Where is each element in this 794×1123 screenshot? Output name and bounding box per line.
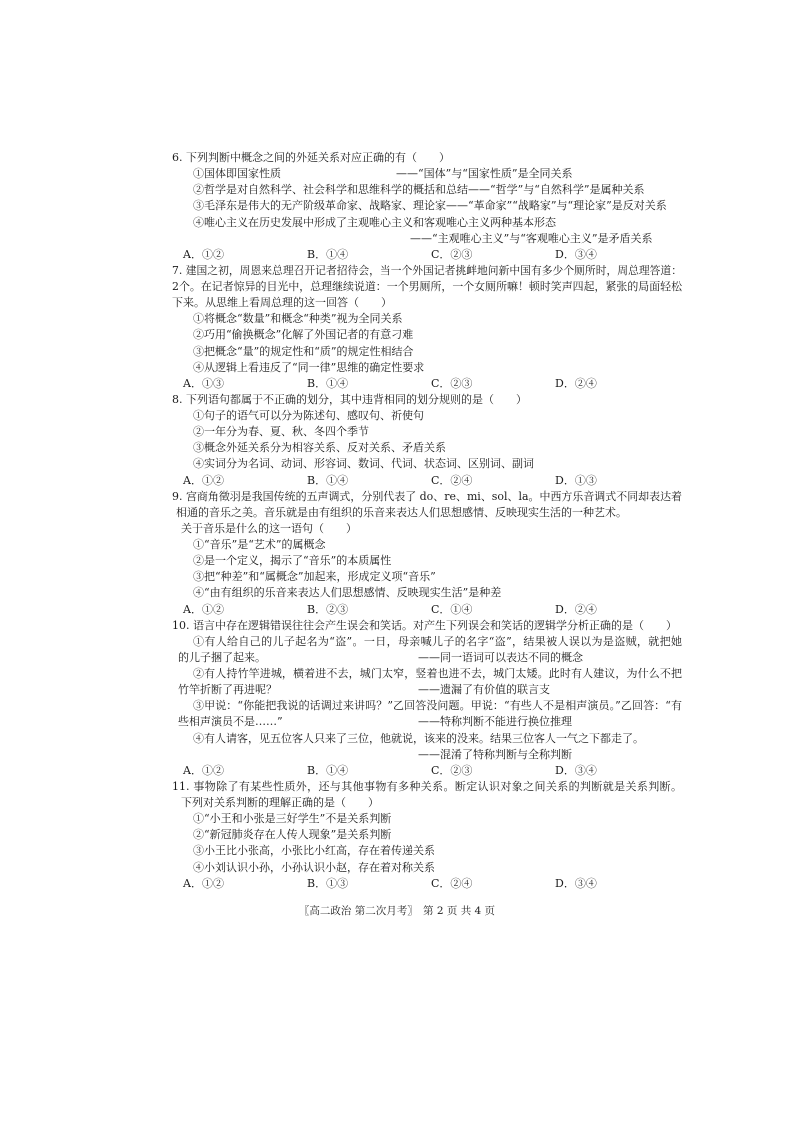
statement-item: ②哲学是对自然科学、社会科学和思维科学的概括和总结——“哲学”与“自然科学”是属种关系 xyxy=(193,183,645,197)
statement-item: ①“小王和小张是三好学生”不是关系判断 xyxy=(193,812,392,826)
question-stem: 6. 下列判断中概念之间的外延关系对应正确的有（ ） xyxy=(172,151,450,164)
statement-item: ①将概念“数量”和概念“种类”视为全同关系 xyxy=(193,312,403,326)
statement-item: ③把“种差”和“属概念”加起来，形成定义项“音乐” xyxy=(193,570,436,584)
question-7 xyxy=(172,263,682,392)
statement-item: ④唯心主义在历史发展中形成了主观唯心主义和客观唯心主义两种基本形态 xyxy=(193,215,556,229)
statement-item: ②“新冠肺炎存在人传人现象”是关系判断 xyxy=(193,828,392,842)
option-d: D．②④ xyxy=(555,376,597,390)
question-11 xyxy=(172,779,682,892)
statement-relation: ——“国体”与“国家性质”是全同关系 xyxy=(396,167,573,181)
question-10 xyxy=(172,618,682,779)
question-stem: 11. 事物除了有某些性质外，还与其他事物有多种关系。断定认识对象之间关系的判断就是关系判断。 xyxy=(172,779,682,793)
question-sub-prompt: 下列对关系判断的理解正确的是（ ） xyxy=(181,796,379,809)
question-stem-line: 9. 宫商角徵羽是我国传统的五声调式，分别代表了 do、re、mi、sol、la。中西方乐音调式不同却表达着 xyxy=(172,489,682,503)
option-d: D．②④ xyxy=(555,602,597,616)
option-a: A．①② xyxy=(183,473,224,487)
option-c: C．②③ xyxy=(431,763,473,777)
statement-continuation xyxy=(172,714,682,730)
answer-options xyxy=(172,473,682,489)
statement-item: ③概念外延关系分为相容关系、反对关系、矛盾关系 xyxy=(193,441,446,455)
statement-item: ④实词分为名词、动词、形容词、数词、代词、状态词、区别词、副词 xyxy=(193,457,534,471)
statement-item: ②有人持竹竿进城，横着进不去，城门太窄，竖着也进不去，城门太矮。此时有人建议，为什么不把 xyxy=(193,667,682,680)
option-a: A．①② xyxy=(183,247,224,261)
answer-options xyxy=(172,376,682,392)
option-b: B．①④ xyxy=(307,473,349,487)
statement-item: ②一年分为春、夏、秋、冬四个季节 xyxy=(193,425,369,439)
statement-relation: ——混淆了特称判断与全称判断 xyxy=(418,747,572,761)
statement-item: ②是一个定义，揭示了“音乐”的本质属性 xyxy=(193,554,392,568)
option-d: D．③④ xyxy=(555,247,597,261)
option-d: D．①③ xyxy=(555,473,597,487)
statement-relation: ——遗漏了有价值的联言支 xyxy=(418,683,550,697)
question-stem-line: 2个。在记者惊异的目光中，总理继续说道：一个男厕所，一个女厕所嘛！顿时笑声四起，紧张的局面轻松 xyxy=(172,280,682,293)
statement-item: ②巧用“偷换概念”化解了外国记者的有意刁难 xyxy=(193,328,414,342)
statement-relation: ——特称判断不能进行换位推理 xyxy=(418,715,572,729)
statement-item: ①句子的语气可以分为陈述句、感叹句、祈使句 xyxy=(193,409,424,422)
question-stem: 8. 下列语句都属于不正确的划分，其中违背相同的划分规则的是（ ） xyxy=(172,392,527,406)
option-a: A．①② xyxy=(183,763,224,777)
statement-item: ①有人给自己的儿子起名为“盗”。一日，母亲喊儿子的名字“盗”，结果被人误以为是盗贼，就把她 xyxy=(193,634,682,648)
statement-item: ④有人请客，见五位客人只来了三位，他就说，该来的没来。结果三位客人一气之下都走了。 xyxy=(193,731,644,745)
statement-item xyxy=(172,166,682,182)
question-sub-prompt: 关于音乐是什么的这一语句（ ） xyxy=(181,521,357,535)
page-footer: 〖高二政治 第二次月考〗 第 2 页 共 4 页 xyxy=(298,905,496,917)
question-8 xyxy=(172,392,682,489)
statement-item: ①“音乐”是“艺术”的属概念 xyxy=(193,538,326,551)
option-b: B．②③ xyxy=(307,602,349,616)
statement-item: ③小王比小张高，小张比小红高，存在着传递关系 xyxy=(193,844,435,858)
answer-options xyxy=(172,763,682,779)
answer-options xyxy=(172,247,682,263)
option-b: B．①③ xyxy=(307,876,349,890)
option-b: B．①④ xyxy=(307,763,349,777)
exam-page-content xyxy=(172,150,682,892)
statement-text: ①国体即国家性质 xyxy=(193,167,281,181)
statement-item: ④从逻辑上看违反了“同一律”思维的确定性要求 xyxy=(193,360,425,374)
statement-continuation xyxy=(172,682,682,698)
question-stem-line: 7. 建国之初，周恩来总理召开记者招待会，当一个外国记者挑衅地问新中国有多少个厕所时，周总理答道： xyxy=(172,263,682,277)
statement-relation-line xyxy=(172,747,682,763)
option-a: A．①② xyxy=(183,602,224,616)
statement-relation: ——“主观唯心主义”与“客观唯心主义”是矛盾关系 xyxy=(410,231,653,245)
answer-options xyxy=(172,876,682,892)
option-c: C．②③ xyxy=(431,247,473,261)
statement-item: ④“由有组织的乐音来表达人们思想感情、反映现实生活”是种差 xyxy=(193,586,502,600)
statement-item: ④小刘认识小孙，小孙认识小赵，存在着对称关系 xyxy=(193,860,435,874)
option-c: C．①④ xyxy=(431,602,473,616)
statement-item: ③把概念“量”的规定性和“质”的规定性相结合 xyxy=(193,344,414,358)
statement-text: 的儿子捆了起来。 xyxy=(178,650,266,664)
option-c: C．②④ xyxy=(431,876,473,890)
option-b: B．①④ xyxy=(307,376,349,390)
option-b: B．①④ xyxy=(307,247,349,261)
question-6 xyxy=(172,150,682,263)
question-9 xyxy=(172,489,682,618)
option-d: D．③④ xyxy=(555,763,597,777)
statement-continuation xyxy=(172,650,682,666)
question-stem-line: 相通的音乐之美。音乐就是由有组织的乐音来表达人们思想感情、反映现实生活的一种艺术。 xyxy=(176,505,627,519)
option-d: D．③④ xyxy=(555,876,597,890)
question-stem: 10. 语言中存在逻辑错误往往会产生误会和笑话。对产生下列误会和笑话的逻辑学分析正确的是（ ） xyxy=(172,618,677,632)
option-a: A．①③ xyxy=(183,376,224,390)
statement-item: ③甲说：“你能把我说的话调过来讲吗？”乙回答没问题。甲说：“有些人不是相声演员。”乙回答：“有 xyxy=(193,699,682,713)
statement-item: ③毛泽东是伟大的无产阶级革命家、战略家、理论家——“革命家”“战略家”与“理论家”是反对关系 xyxy=(193,199,667,213)
statement-relation-line xyxy=(172,231,682,247)
option-c: C．②④ xyxy=(431,473,473,487)
option-c: C．②③ xyxy=(431,376,473,390)
statement-text: 些相声演员不是……” xyxy=(178,715,283,729)
option-a: A．①② xyxy=(183,876,224,890)
statement-relation: ——同一语词可以表达不同的概念 xyxy=(418,650,583,664)
question-stem-line: 下来。从思维上看周总理的这一回答（ ） xyxy=(172,296,392,310)
answer-options xyxy=(172,602,682,618)
statement-text: 竹竿折断了再进呢？ xyxy=(178,683,277,697)
